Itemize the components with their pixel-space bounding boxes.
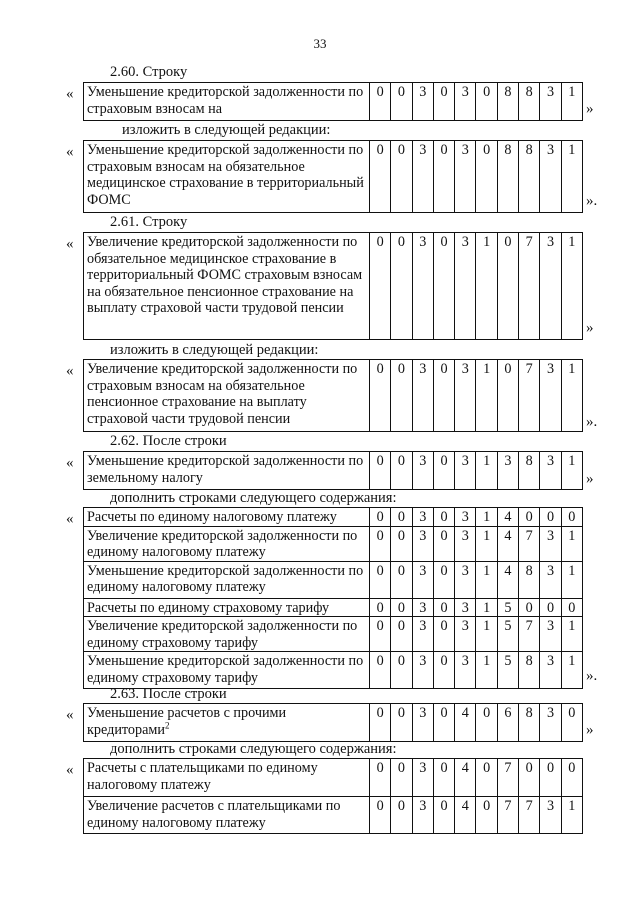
code-digit: 0 (540, 759, 561, 797)
code-digit: 0 (433, 141, 454, 213)
code-digit: 3 (412, 452, 433, 490)
table-row (84, 759, 583, 797)
code-digit: 8 (497, 141, 518, 213)
close-quote: ». (586, 414, 598, 430)
code-digit: 3 (412, 233, 433, 340)
open-quote: « (66, 144, 74, 160)
code-digit: 3 (497, 452, 518, 490)
code-digit: 0 (370, 617, 391, 652)
code-digit: 0 (433, 759, 454, 797)
code-digit: 0 (433, 452, 454, 490)
code-digit: 1 (476, 598, 497, 617)
code-digit: 3 (455, 617, 476, 652)
table-row (84, 598, 583, 617)
close-quote: » (586, 471, 594, 487)
code-digit: 0 (433, 617, 454, 652)
code-digit: 0 (370, 360, 391, 432)
code-digit: 3 (412, 759, 433, 797)
code-digit: 0 (370, 797, 391, 834)
code-digit: 0 (433, 598, 454, 617)
code-digit: 0 (519, 508, 540, 527)
code-digit: 8 (519, 83, 540, 121)
row-label: Уменьшение кредиторской задолженности по единому страховому тарифу (84, 652, 370, 689)
code-digit: 0 (433, 233, 454, 340)
code-digit: 0 (561, 759, 582, 797)
open-quote: « (66, 363, 74, 379)
code-digit: 3 (540, 141, 561, 213)
row-label: Уменьшение расчетов с прочими кредиторами$^2$ (84, 704, 370, 742)
instruction-s261: 2.61. Строку (110, 214, 188, 230)
code-digit: 0 (370, 83, 391, 121)
code-digit: 1 (561, 233, 582, 340)
code-digit: 0 (370, 233, 391, 340)
code-digit: 3 (455, 141, 476, 213)
table-row (84, 617, 583, 652)
code-digit: 0 (391, 452, 412, 490)
code-digit: 0 (391, 83, 412, 121)
table-row (84, 83, 583, 121)
code-digit: 0 (433, 508, 454, 527)
code-digit: 0 (370, 598, 391, 617)
code-digit: 8 (519, 652, 540, 689)
code-digit: 1 (476, 561, 497, 598)
code-digit: 3 (412, 360, 433, 432)
row-label: Увеличение расчетов с плательщиками по единому налоговому платежу (84, 797, 370, 834)
code-digit: 0 (561, 704, 582, 742)
code-digit: 4 (455, 797, 476, 834)
code-digit: 3 (455, 452, 476, 490)
code-digit: 3 (412, 526, 433, 561)
code-digit: 7 (519, 526, 540, 561)
table-row (84, 797, 583, 834)
code-digit: 0 (561, 508, 582, 527)
code-digit: 3 (455, 598, 476, 617)
table-row (84, 652, 583, 689)
code-digit: 7 (519, 233, 540, 340)
code-digit: 7 (497, 759, 518, 797)
code-digit: 4 (455, 704, 476, 742)
code-digit: 7 (497, 797, 518, 834)
code-digit: 1 (561, 452, 582, 490)
row-label: Расчеты по единому налоговому платежу (84, 508, 370, 527)
code-digit: 3 (540, 704, 561, 742)
code-digit: 0 (370, 652, 391, 689)
table-row (84, 561, 583, 598)
code-digit: 3 (412, 652, 433, 689)
row-label: Увеличение кредиторской задолженности по единому налоговому платежу (84, 526, 370, 561)
code-digit: 0 (433, 652, 454, 689)
page-number: 33 (313, 36, 327, 51)
code-digit: 3 (412, 561, 433, 598)
code-table-t6 (83, 507, 583, 689)
code-digit: 0 (497, 360, 518, 432)
code-digit: 1 (561, 797, 582, 834)
code-digit: 0 (476, 759, 497, 797)
code-digit: 3 (540, 797, 561, 834)
code-digit: 0 (391, 233, 412, 340)
code-table-t1 (83, 82, 583, 121)
code-digit: 3 (455, 652, 476, 689)
code-digit: 0 (561, 598, 582, 617)
code-digit: 1 (561, 141, 582, 213)
code-digit: 0 (476, 83, 497, 121)
code-digit: 8 (519, 141, 540, 213)
code-digit: 3 (412, 617, 433, 652)
code-digit: 3 (455, 526, 476, 561)
code-digit: 0 (391, 360, 412, 432)
code-digit: 3 (412, 141, 433, 213)
code-digit: 0 (519, 759, 540, 797)
instruction-s261b: изложить в следующей редакции: (110, 342, 319, 358)
code-digit: 0 (476, 704, 497, 742)
code-table-t2 (83, 140, 583, 213)
code-digit: 0 (476, 797, 497, 834)
code-digit: 5 (497, 617, 518, 652)
code-digit: 8 (519, 452, 540, 490)
code-digit: 0 (519, 598, 540, 617)
code-digit: 3 (412, 704, 433, 742)
code-digit: 0 (370, 508, 391, 527)
code-digit: 0 (391, 704, 412, 742)
code-digit: 1 (561, 526, 582, 561)
code-digit: 0 (433, 526, 454, 561)
row-label: Уменьшение кредиторской задолженности по земельному налогу (84, 452, 370, 490)
code-digit: 0 (476, 141, 497, 213)
code-digit: 0 (391, 617, 412, 652)
row-label: Уменьшение кредиторской задолженности по страховым взносам на (84, 83, 370, 121)
close-quote: » (586, 101, 594, 117)
row-label: Расчеты по единому страховому тарифу (84, 598, 370, 617)
code-digit: 1 (561, 360, 582, 432)
code-digit: 0 (370, 526, 391, 561)
code-digit: 1 (561, 617, 582, 652)
code-digit: 0 (370, 141, 391, 213)
code-digit: 0 (433, 561, 454, 598)
code-digit: 1 (476, 526, 497, 561)
code-digit: 3 (455, 508, 476, 527)
code-digit: 0 (433, 797, 454, 834)
code-digit: 1 (561, 83, 582, 121)
code-table-t7 (83, 703, 583, 742)
code-digit: 3 (540, 526, 561, 561)
code-digit: 1 (476, 452, 497, 490)
code-digit: 4 (497, 561, 518, 598)
code-digit: 8 (519, 704, 540, 742)
code-digit: 3 (412, 797, 433, 834)
code-digit: 8 (497, 83, 518, 121)
instruction-s263b: дополнить строками следующего содержания: (110, 741, 397, 757)
instruction-s260b: изложить в следующей редакции: (122, 122, 331, 138)
open-quote: « (66, 236, 74, 252)
code-digit: 7 (519, 360, 540, 432)
code-table-t3 (83, 232, 583, 340)
code-digit: 7 (519, 617, 540, 652)
code-digit: 0 (433, 83, 454, 121)
code-digit: 0 (497, 233, 518, 340)
code-table-t5 (83, 451, 583, 490)
code-digit: 3 (412, 598, 433, 617)
code-digit: 1 (561, 652, 582, 689)
code-digit: 0 (391, 508, 412, 527)
code-digit: 4 (455, 759, 476, 797)
code-digit: 5 (497, 598, 518, 617)
instruction-s260: 2.60. Строку (110, 64, 188, 80)
instruction-s263: 2.63. После строки (110, 686, 227, 702)
close-quote: » (586, 320, 594, 336)
code-digit: 3 (412, 83, 433, 121)
code-digit: 8 (519, 561, 540, 598)
code-table-t8 (83, 758, 583, 834)
code-digit: 3 (412, 508, 433, 527)
open-quote: « (66, 455, 74, 471)
code-digit: 3 (540, 233, 561, 340)
table-row (84, 360, 583, 432)
row-label: Увеличение кредиторской задолженности по страховым взносам на обязательное пенсионное страхование на выплату страховой части трудовой пенсии (84, 360, 370, 432)
code-digit: 0 (370, 561, 391, 598)
code-digit: 1 (476, 508, 497, 527)
row-label: Увеличение кредиторской задолженности по единому страховому тарифу (84, 617, 370, 652)
code-table-t4 (83, 359, 583, 432)
code-digit: 6 (497, 704, 518, 742)
open-quote: « (66, 762, 74, 778)
code-digit: 1 (561, 561, 582, 598)
table-row (84, 508, 583, 527)
close-quote: ». (586, 193, 598, 209)
table-row (84, 233, 583, 340)
code-digit: 1 (476, 652, 497, 689)
code-digit: 5 (497, 652, 518, 689)
table-row (84, 704, 583, 742)
instruction-s262: 2.62. После строки (110, 433, 227, 449)
code-digit: 3 (455, 83, 476, 121)
row-label: Расчеты с плательщиками по единому налоговому платежу (84, 759, 370, 797)
code-digit: 0 (433, 360, 454, 432)
code-digit: 3 (455, 233, 476, 340)
code-digit: 3 (455, 561, 476, 598)
code-digit: 0 (433, 704, 454, 742)
table-row (84, 452, 583, 490)
code-digit: 4 (497, 508, 518, 527)
code-digit: 3 (540, 360, 561, 432)
open-quote: « (66, 86, 74, 102)
code-digit: 3 (455, 360, 476, 432)
open-quote: « (66, 511, 74, 527)
table-row (84, 141, 583, 213)
code-digit: 0 (391, 652, 412, 689)
close-quote: » (586, 722, 594, 738)
code-digit: 0 (391, 759, 412, 797)
code-digit: 0 (391, 598, 412, 617)
code-digit: 0 (540, 508, 561, 527)
instruction-s262b: дополнить строками следующего содержания: (110, 490, 397, 506)
row-label: Уменьшение кредиторской задолженности по страховым взносам на обязательное медицинское страхование в территориальный ФОМС (84, 141, 370, 213)
code-digit: 3 (540, 452, 561, 490)
code-digit: 3 (540, 83, 561, 121)
code-digit: 1 (476, 233, 497, 340)
table-row (84, 526, 583, 561)
code-digit: 0 (391, 797, 412, 834)
code-digit: 1 (476, 617, 497, 652)
code-digit: 0 (370, 452, 391, 490)
open-quote: « (66, 707, 74, 723)
row-label: Уменьшение кредиторской задолженности по единому налоговому платежу (84, 561, 370, 598)
code-digit: 3 (540, 617, 561, 652)
code-digit: 3 (540, 652, 561, 689)
code-digit: 1 (476, 360, 497, 432)
close-quote: ». (586, 668, 598, 684)
code-digit: 7 (519, 797, 540, 834)
code-digit: 0 (391, 526, 412, 561)
footnote-ref: 2 (164, 719, 170, 730)
code-digit: 0 (391, 141, 412, 213)
code-digit: 0 (540, 598, 561, 617)
code-digit: 3 (540, 561, 561, 598)
row-label: Увеличение кредиторской задолженности по обязательное медицинское страхование в территориальный ФОМС страховым взносам на обязательное пенсионное страхование на выплату страховой части трудовой пенсии (84, 233, 370, 340)
code-digit: 0 (391, 561, 412, 598)
code-digit: 4 (497, 526, 518, 561)
code-digit: 0 (370, 704, 391, 742)
code-digit: 0 (370, 759, 391, 797)
